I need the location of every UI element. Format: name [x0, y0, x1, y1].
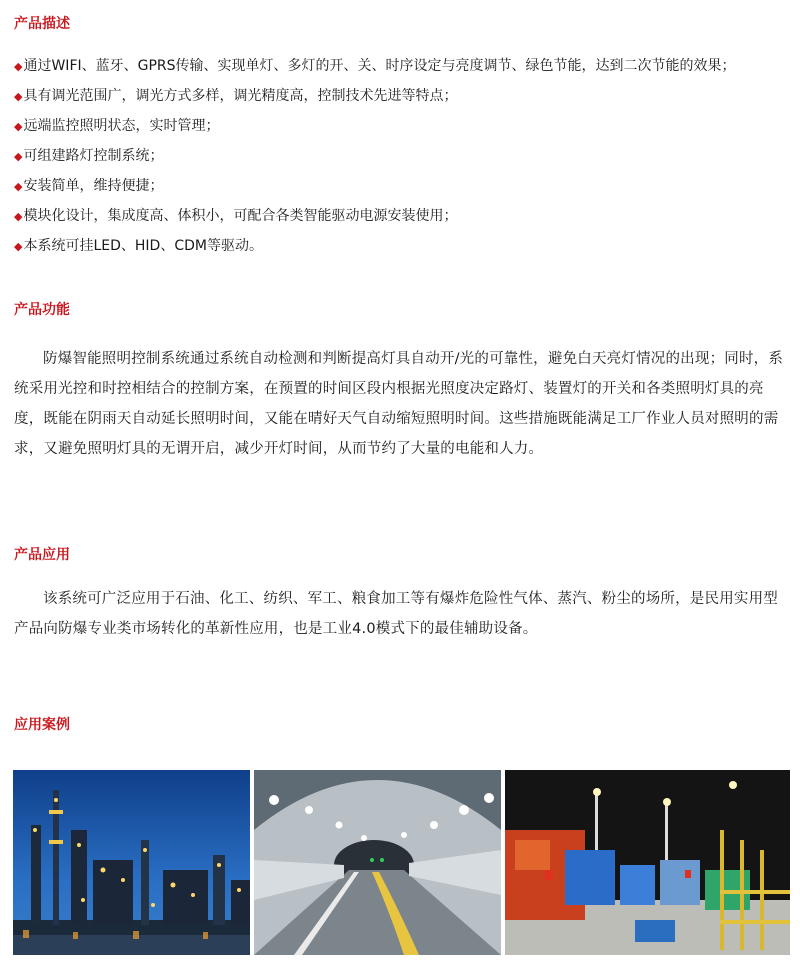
list-item-text: 安装简单，维持便捷； — [23, 178, 164, 194]
list-item-text: 本系统可挂LED、HID、CDM等驱动。 — [23, 238, 263, 254]
industrial-site-photo — [505, 770, 790, 955]
section-title-application: 产品应用 — [14, 547, 70, 563]
list-item — [14, 235, 794, 265]
list-item — [14, 55, 794, 85]
section-title-function: 产品功能 — [14, 302, 70, 318]
list-item-text: 通过WIFI、蓝牙、GPRS传输、实现单灯、多灯的开、关、时序设定与亮度调节、绿色节能，达到二次节能的效果； — [23, 58, 736, 74]
section-title-cases: 应用案例 — [14, 717, 70, 733]
diamond-bullet-icon: ◆ — [14, 180, 23, 193]
diamond-bullet-icon: ◆ — [14, 60, 23, 73]
diamond-bullet-icon: ◆ — [14, 150, 23, 163]
list-item-text: 可组建路灯控制系统； — [23, 148, 164, 164]
list-item — [14, 85, 794, 115]
list-item — [14, 175, 794, 205]
list-item-text: 远端监控照明状态，实时管理； — [23, 118, 220, 134]
diamond-bullet-icon: ◆ — [14, 240, 23, 253]
refinery-photo — [13, 770, 250, 955]
diamond-bullet-icon: ◆ — [14, 120, 23, 133]
tunnel-photo — [254, 770, 501, 955]
function-paragraph: 防爆智能照明控制系统通过系统自动检测和判断提高灯具自动开/光的可靠性，避免白天亮灯情况的出现；同时，系统采用光控和时控相结合的控制方案，在预置的时间区段内根据光照度决定路灯、装置灯的开关和各类照明灯具的亮度，既能在阴雨天自动延长照明时间，又能在晴好天气自动缩短照明时间。这些措施既能满足工厂作业人员对照明的需求，又避免照明灯具的无谓开启，减少开灯时间，从而节约了大量的电能和人力。 — [14, 351, 784, 457]
section-title-description: 产品描述 — [14, 16, 70, 32]
feature-list — [14, 55, 794, 265]
list-item — [14, 145, 794, 175]
diamond-bullet-icon: ◆ — [14, 90, 23, 103]
case-photo-gallery — [13, 770, 790, 955]
application-paragraph: 该系统可广泛应用于石油、化工、纺织、军工、粮食加工等有爆炸危险性气体、蒸汽、粉尘的场所，是民用实用型产品向防爆专业类市场转化的革新性应用，也是工业4.0模式下的最佳辅助设备。 — [14, 591, 778, 637]
list-item — [14, 205, 794, 235]
list-item — [14, 115, 794, 145]
list-item-text: 模块化设计，集成度高、体积小，可配合各类智能驱动电源安装使用； — [23, 208, 458, 224]
diamond-bullet-icon: ◆ — [14, 210, 23, 223]
list-item-text: 具有调光范围广，调光方式多样，调光精度高，控制技术先进等特点； — [23, 88, 458, 104]
